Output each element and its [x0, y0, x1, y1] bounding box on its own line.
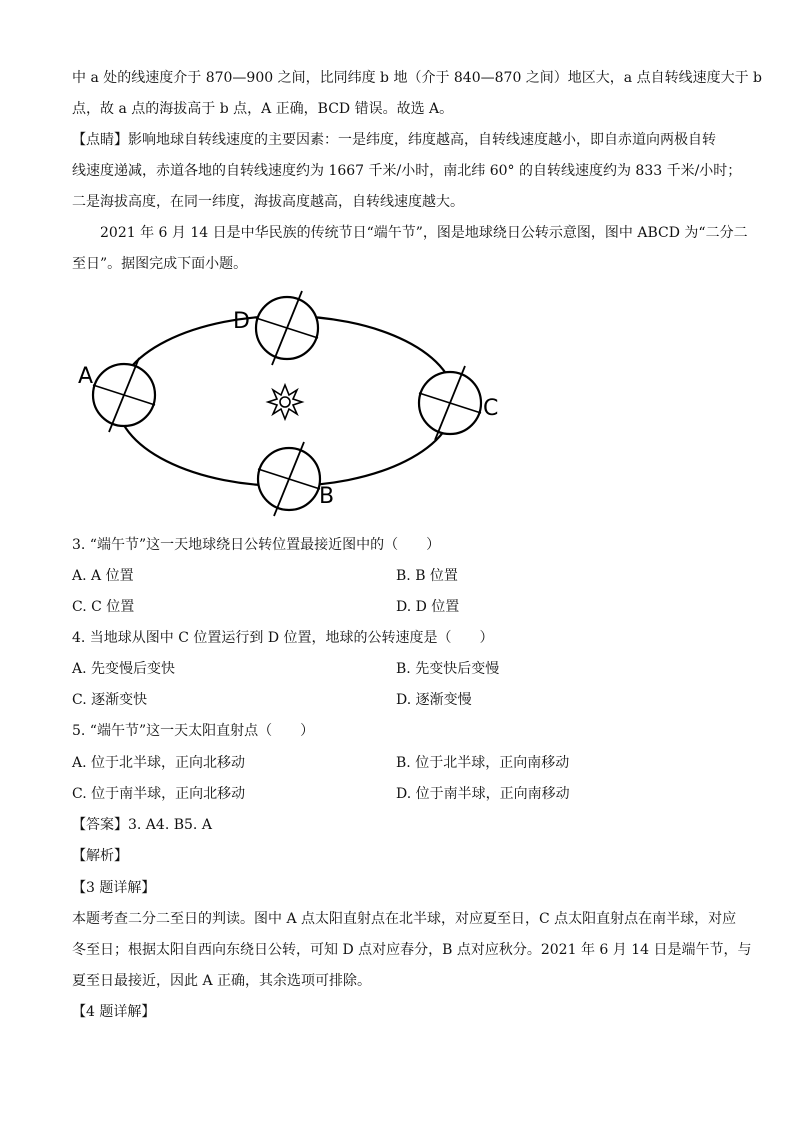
answer-line: 【答案】3. A4. B5. A: [72, 817, 212, 833]
q4-option-b: B. 先变快后变慢: [396, 661, 500, 677]
dianjing-line2: 线速度递减，赤道各地的自转线速度约为 1667 千米/小时，南北纬 60° 的自转线速度约为 833 千米/小时；: [72, 163, 742, 179]
detail3-line3: 夏至日最接近，因此 A 正确，其余选项可排除。: [72, 973, 372, 989]
para1-line2: 点，故 a 点的海拔高于 b 点，A 正确，BCD 错误。故选 A。: [72, 101, 454, 117]
sun-icon: [268, 385, 302, 419]
label-b: B: [319, 484, 335, 509]
dianjing-line1: 【点睛】影响地球自转线速度的主要因素：一是纬度，纬度越高，自转线速度越小，即自赤道向两极自转: [72, 132, 716, 148]
para1-line1: 中 a 处的线速度介于 870—900 之间，比同纬度 b 地（介于 840—870 之间）地区大，a 点自转线速度大于 b: [72, 70, 763, 86]
earth-position-c: [419, 366, 481, 440]
detail4-heading: 【4 题详解】: [72, 1004, 156, 1020]
q5-option-b: B. 位于北半球，正向南移动: [396, 755, 570, 771]
label-a: A: [78, 364, 94, 389]
earth-position-b: [258, 442, 320, 516]
label-d: D: [233, 309, 250, 334]
analysis-heading: 【解析】: [72, 848, 128, 864]
q3-option-a: A. A 位置: [72, 568, 134, 584]
dianjing-line3: 二是海拔高度，在同一纬度，海拔高度越高，自转线速度越大。: [72, 194, 464, 210]
q4-option-d: D. 逐渐变慢: [396, 692, 472, 708]
detail3-heading: 【3 题详解】: [72, 880, 156, 896]
q3-option-c: C. C 位置: [72, 599, 135, 615]
detail3-line2: 冬至日；根据太阳自西向东绕日公转，可知 D 点对应春分，B 点对应秋分。2021 年 6 月 14 日是端午节，与: [72, 942, 752, 958]
q4-stem: 4. 当地球从图中 C 位置运行到 D 位置，地球的公转速度是（ ）: [72, 630, 494, 646]
q4-option-c: C. 逐渐变快: [72, 692, 148, 708]
q3-option-d: D. D 位置: [396, 599, 460, 615]
q5-option-a: A. 位于北半球，正向北移动: [72, 755, 246, 771]
q3-stem: 3. “端午节”这一天地球绕日公转位置最接近图中的（ ）: [72, 537, 441, 553]
earth-position-a: [93, 358, 155, 432]
intro-line2: 至日”。据图完成下面小题。: [72, 256, 248, 272]
orbit-diagram: [70, 285, 510, 525]
intro-line1: 2021 年 6 月 14 日是中华民族的传统节日“端午节”，图是地球绕日公转示意图，图中 ABCD 为“二分二: [100, 225, 748, 241]
q4-option-a: A. 先变慢后变快: [72, 661, 176, 677]
q5-option-d: D. 位于南半球，正向南移动: [396, 786, 570, 802]
label-c: C: [483, 396, 499, 421]
q5-option-c: C. 位于南半球，正向北移动: [72, 786, 246, 802]
earth-position-d: [256, 291, 318, 365]
q5-stem: 5. “端午节”这一天太阳直射点（ ）: [72, 723, 315, 739]
q3-option-b: B. B 位置: [396, 568, 458, 584]
detail3-line1: 本题考查二分二至日的判读。图中 A 点太阳直射点在北半球，对应夏至日，C 点太阳直射点在南半球，对应: [72, 911, 737, 927]
